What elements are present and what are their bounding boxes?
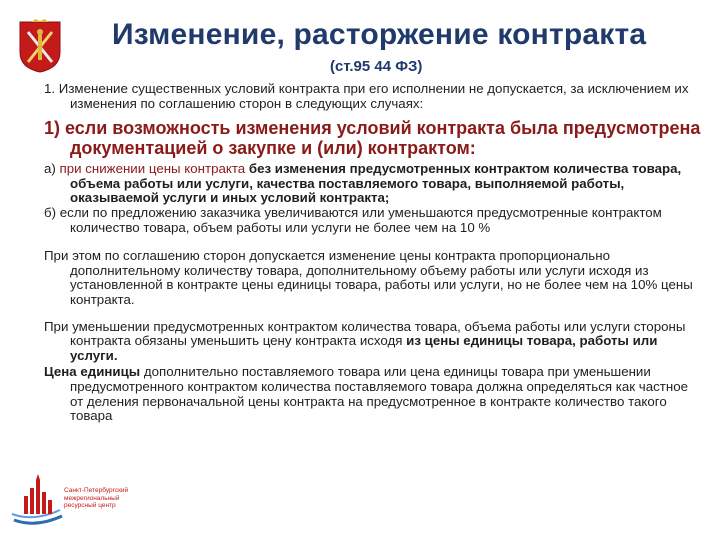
paragraph-price-change: При этом по соглашению сторон допускается изменение цены контракта пропорционально дополнительному количеству товара, дополнительному объему работы или услуги исходя из установленной в контракте цены единицы товара, работы или услуги, но не более чем на 10% цены контракта. [44, 248, 693, 307]
paragraph-item-b: б) если по предложению заказчика увеличиваются или уменьшаются предусмотренные контрактом количество товара, объем работы или услуги не более чем на 10 % [44, 204, 662, 235]
page-subtitle: (ст.95 44 ФЗ) [330, 58, 423, 75]
paragraph-unit-price [44, 365, 704, 423]
slide-body [44, 82, 704, 424]
item-a-text: без изменения предусмотренных контрактом количества товара, объема работы или услуги, качества поставляемого товара, выполняемой работы, оказываемой услуги и иных условий контракта; [70, 161, 682, 206]
coat-of-arms-icon [18, 18, 62, 74]
item-a-prefix: а) [44, 161, 60, 177]
logo-caption: Санкт-Петербургский межрегиональный ресурсный центр [64, 487, 129, 509]
paragraph-item-a [44, 162, 704, 206]
reduction-text: При уменьшении предусмотренных контрактом количества товара, объема работы или услуги стороны контракта обязаны уменьшить цену контракта исходя [44, 318, 686, 349]
paragraph-reduction [44, 320, 704, 364]
unit-price-bold: Цена единицы [44, 364, 141, 380]
paragraph-intro: 1. Изменение существенных условий контракта при его исполнении не допускается, за исключением их изменения по соглашению сторон в следующих случаях: [44, 81, 689, 111]
unit-price-text: дополнительно поставляемого товара или цена единицы товара при уменьшении предусмотренного контрактом количества поставляемого товара должна определяться как частное от деления первоначальной цены контракта на предусмотренное в контракте количество такого товара [70, 364, 688, 424]
reduction-bold: из цены единицы товара, работы или услуги. [70, 333, 658, 363]
item-a-highlight: при снижении цены контракта [59, 161, 246, 177]
page-title: Изменение, расторжение контракта [112, 18, 647, 51]
paragraph-condition-1: 1) если возможность изменения условий контракта была предусмотрена документацией о закупке и (или) контрактом: [44, 118, 701, 158]
